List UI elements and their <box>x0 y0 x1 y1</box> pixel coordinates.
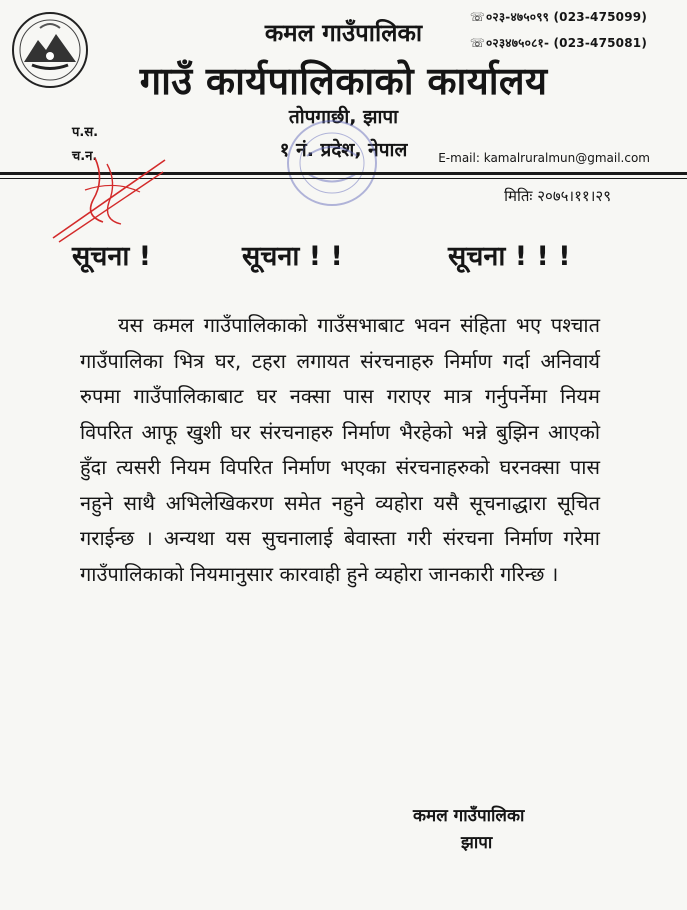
handwritten-signature <box>45 150 170 245</box>
signature-district: झापा <box>461 833 493 853</box>
email-address: E-mail: kamalruralmun@gmail.com <box>438 151 650 165</box>
notice-heading-1: सूचना ! <box>72 241 152 272</box>
notice-heading-3: सूचना ! ! ! <box>448 241 571 272</box>
notice-date: मितिः २०७५।११।२९ <box>504 187 611 205</box>
ref-patra-label: प.स. <box>72 125 99 140</box>
signature-office: कमल गाउँपालिका <box>413 806 525 826</box>
phone-line-2: ☏०२३४७५०८१- (023-475081) <box>469 36 647 50</box>
province-line: १ नं. प्रदेश, नेपाल <box>279 139 408 161</box>
office-title: गाउँ कार्यपालिकाको कार्यालय <box>139 59 548 103</box>
phone-line-1: ☏०२३-४७५०९९ (023-475099) <box>469 10 647 24</box>
phone-icon: ☏ <box>469 10 485 24</box>
office-stamp <box>285 118 380 208</box>
municipality-name: कमल गाउँपालिका <box>264 19 423 47</box>
phone-icon: ☏ <box>469 36 485 50</box>
office-address: तोपगाछी, झापा <box>288 106 399 128</box>
notice-heading-2: सूचना ! ! <box>242 241 343 272</box>
notice-body: यस कमल गाउँपालिकाको गाउँसभाबाट भवन संहिता भए पश्चात गाउँपालिका भित्र घर, टहरा लगायत संरचनाहरु निर्माण गर्दा अनिवार्य रुपमा गाउँपालिकाबाट घर नक्सा पास गराएर मात्र गर्नुपर्नेमा नियम विपरित आफू खुशी घर संरचनाहरु निर्माण भैरहेको भन्ने बुझिन आएको हुँदा त्यसरी नियम विपरित निर्माण भएका संरचनाहरुको घरनक्सा पास नहुने साथै अभिलेखिकरण समेत नहुने व्यहोरा यसै सूचनाद्धारा सूचित गराईन्छ । अन्यथा यस सुचनालाई बेवास्ता गरी संरचना निर्माण गरेमा गाउँपालिकाको नियमानुसार कारवाही हुने व्यहोरा जानकारी गरिन्छ । <box>80 313 600 586</box>
ref-chalani-label: च.न. <box>72 149 98 164</box>
